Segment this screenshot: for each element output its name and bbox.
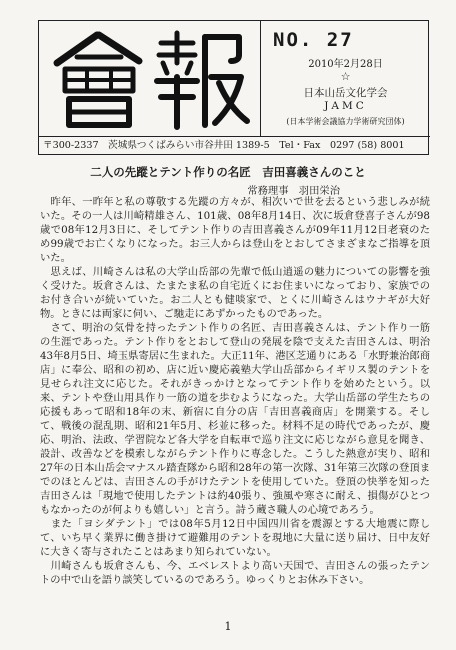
organization-abbr: JAMC — [324, 100, 367, 112]
contact-address: 〒300-2337 茨城県つくばみらい市谷井田 1389-5 Tel・Fax 0297 (58) 8001 — [39, 136, 430, 156]
article-author: 常務理事 羽田栄治 — [247, 185, 340, 197]
paragraph: 思えば、川崎さんは私の大学山岳部の先輩で低山逍遥の魅力についての影響を強く受けた。坂倉さんは、たまたま私の自宅近くにお住まいになっており、家族でのお付き合いが続いていた。お二人とも健啖家で、とくに川崎さんはウナギが大好物。ときには両家に伺い、ご馳走にあずかったものであった。 — [40, 266, 430, 320]
organization-affiliation: (日本学術会議協力学術研究団体) — [286, 117, 405, 126]
organization-name: 日本山岳文化学会 — [303, 87, 388, 99]
article-body — [40, 195, 430, 587]
paragraph: さて、明治の気骨を持ったテント作りの名匠、吉田喜義さんは、テント作り一筋の生涯であった。テント作りをとおして登山の発展を陰で支えた吉田さんは、明治43年8月5日、埼玉県寄居に生まれた。大正11年、港区芝通りにある「水野兼治郎商店」に奉公、昭和の初め、店に近い慶応義塾大学山岳部からイギリス製のテントを見せられ注文に応じた。それがきっかけとなってテント作りを始めたという。以来、テントや登山用具作り一筋の道を歩むようになった。大学山岳部の学生たちの応援もあって昭和18年の末、新宿に自分の店「吉田喜義商店」を開業する。そして、戦後の混乱期、昭和21年5月、杉並に移った。材料不足の時代であったが、慶応、明治、法政、学習院など各大学を自転車で巡り注文に応じながら意見を聞き、設計、改善などを模索しながらテント作りに専念した。こうした熱意が実り、昭和27年の日本山岳会マナスル踏査隊から昭和28年の第一次隊、31年第三次隊の登頂までのほとんどは、吉田さんの手がけたテントを使用していた。登頂の快挙を知った吉田さんは「現地で使用したテントは約40張り、強風や寒さに耐え、損傷がひとつもなかったのが何よりも嬉しい」と言う。詩う蔵さ職人の心境であろう。 — [40, 322, 430, 516]
masthead-calligraphy — [39, 21, 259, 134]
issue-date: 2010年2月28日 — [308, 59, 383, 70]
article-title: 二人の先蹤とテント作りの名匠 吉田喜義さんのこと — [90, 165, 366, 179]
paragraph: また「ヨシダテント」では08年5月12日中国四川省を震源とする大地震に際して、いち早く業界に働き掛けて避難用のテントを現地に大量に送り届け、日中友好に大きく寄与されたことはあまり知られていない。 — [40, 518, 430, 558]
issue-number: NO. 27 — [273, 29, 354, 51]
issue-info — [261, 21, 430, 136]
header-box — [38, 20, 429, 155]
masthead-logo — [39, 21, 261, 136]
paragraph: 昨年、一昨年と私の尊敬する先蹤の方々が、相次いで世を去るという悲しみが続いた。その一人は川崎精雄さん、101歳、08年8月14日、次に坂倉登喜子さんが98歳で08年12月3日に、そしてテント作りの吉田喜義さんが09年11月12日老衰のため99歳でお亡くなりになった。お三人からは登山をとおしてさまざまなご指導を頂いた。 — [40, 196, 430, 264]
page-number: 1 — [224, 620, 232, 633]
paragraph: 川崎さんも坂倉さんも、今、エベレストより高い天国で、吉田さんの張ったテントの中で山を語り談笑しているのであろう。ゆっくりとお休み下さい。 — [40, 560, 430, 586]
star-icon: ☆ — [340, 70, 351, 83]
